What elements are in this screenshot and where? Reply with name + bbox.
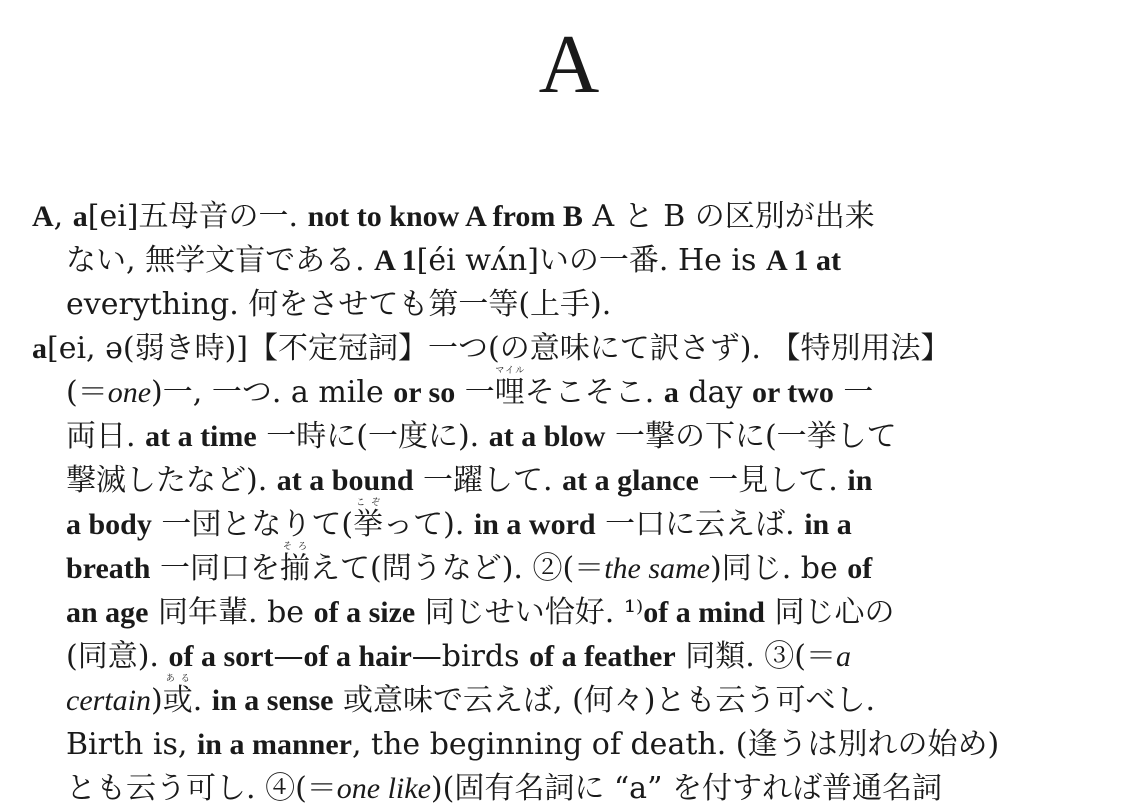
bold-phrase: an age (66, 596, 149, 629)
entry-body (66, 199, 875, 322)
bold-phrase: in a (804, 508, 852, 541)
text-segment: 一 (455, 375, 495, 410)
bold-phrase: a body (66, 508, 152, 541)
text-segment: 同じせい恰好. ¹⁾ (415, 595, 644, 630)
italic-gloss: one like (336, 772, 431, 805)
bold-phrase: A 1 (374, 244, 417, 277)
text-segment: 一同口を (150, 551, 280, 586)
entry-line (66, 498, 852, 542)
italic-gloss: a (836, 640, 851, 673)
text-segment: A と B の区別が出来 (582, 199, 875, 234)
bold-phrase: at a time (145, 420, 257, 453)
bold-phrase: in (847, 464, 873, 497)
ruby-reading: ある (162, 674, 193, 684)
text-segment: 撃滅したなど). (66, 463, 277, 498)
bold-phrase: at a bound (276, 464, 414, 497)
entry-body (47, 331, 999, 806)
text-segment: 一撃の下に(一挙して (605, 419, 897, 454)
bold-phrase: in a manner (196, 728, 352, 761)
bold-phrase: of a hair (303, 640, 412, 673)
headword: a (32, 332, 47, 365)
ruby-base: 哩 (494, 375, 525, 410)
bold-phrase: in a word (473, 508, 596, 541)
entry-line (47, 331, 950, 366)
text-segment: 一見して. (698, 463, 848, 498)
bold-phrase: of (847, 552, 873, 585)
entry-line (66, 727, 999, 762)
text-segment: 一時に(一度に). (256, 419, 489, 454)
page-letter-heading: A (538, 18, 600, 111)
text-segment: [éi wʌ́n]いの一番. He is (416, 243, 766, 278)
text-segment: Birth is, (66, 727, 197, 762)
bold-phrase: of a size (313, 596, 416, 629)
entry-line (66, 595, 895, 630)
text-segment: (同意). (66, 639, 169, 674)
ruby-base: 揃 (280, 551, 310, 586)
dictionary-entries (32, 195, 1112, 811)
text-segment: 一口に云えば. (595, 507, 805, 542)
entry-line (66, 639, 851, 674)
ruby-base: 挙 (353, 507, 384, 542)
entry-line (66, 243, 841, 278)
entry-line (66, 542, 873, 586)
italic-gloss: the same (604, 552, 710, 585)
entry-line (66, 366, 874, 410)
entry-line (66, 287, 611, 322)
bold-phrase: in a sense (211, 684, 334, 717)
bold-phrase: of a feather (529, 640, 676, 673)
headword-lowercase: a (72, 200, 88, 233)
bold-phrase: at a glance (562, 464, 699, 497)
ruby-annotated-kanji (280, 542, 310, 586)
text-segment: day (678, 375, 752, 410)
bold-phrase: at a blow (488, 420, 606, 453)
bold-phrase: of a sort (168, 640, 274, 673)
entry-line (88, 199, 875, 234)
entry-line (66, 771, 942, 806)
text-segment: 或意味で云えば, (何々)とも云う可べし. (333, 683, 876, 718)
text-segment: 両日. (66, 419, 146, 454)
ruby-reading: そろ (280, 542, 310, 552)
bold-phrase: breath (66, 552, 151, 585)
text-segment: )同じ. be (710, 551, 848, 586)
text-segment: everything. 何をさせても第一等(上手). (66, 287, 612, 322)
text-segment: — (273, 639, 304, 674)
entry-A (32, 195, 1112, 327)
text-segment: . (192, 683, 212, 718)
text-segment: , the beginning of death. (逢うは別れの始め) (351, 727, 1000, 762)
text-segment: そこそこ. (524, 375, 664, 410)
ruby-annotated-kanji (494, 366, 525, 410)
bold-phrase: of a mind (643, 596, 765, 629)
text-segment: 一 (833, 375, 874, 410)
headword: A (32, 200, 54, 233)
text-segment: 同類. ③(＝ (675, 639, 836, 674)
headword-separator: , (53, 199, 73, 234)
ruby-reading: こぞ (353, 498, 384, 508)
bold-phrase: not to know A from B (307, 200, 583, 233)
italic-gloss: certain (66, 684, 151, 717)
text-segment: —birds (411, 639, 530, 674)
text-segment: 一団となりて( (151, 507, 354, 542)
ruby-reading: マイル (494, 366, 525, 376)
text-segment: って). (383, 507, 474, 542)
ruby-base: 或 (162, 683, 193, 718)
entry-line (66, 674, 876, 718)
text-segment: 同年輩. be (148, 595, 314, 630)
entry-line (66, 419, 897, 454)
bold-phrase: or so (393, 376, 456, 409)
text-segment: ) (150, 683, 163, 718)
text-segment: 一躍して. (413, 463, 563, 498)
text-segment: (＝ (66, 375, 108, 410)
text-segment: とも云う可し. ④(＝ (66, 771, 337, 806)
bold-phrase: A 1 at (765, 244, 841, 277)
text-segment: )一, 一つ. a mile (151, 375, 394, 410)
text-segment: ない, 無学文盲である. (66, 243, 375, 278)
text-segment: [ei]五母音の一. (87, 199, 308, 234)
ruby-annotated-kanji (162, 674, 193, 718)
ruby-annotated-kanji (353, 498, 384, 542)
text-segment: 同じ心の (764, 595, 895, 630)
italic-gloss: one (107, 376, 152, 409)
bold-phrase: a (663, 376, 679, 409)
entry-line (66, 463, 872, 498)
text-segment: )(固有名詞に “a” を付すれば普通名詞 (430, 771, 942, 806)
text-segment: えて(問うなど). ②(＝ (310, 551, 605, 586)
entry-a (32, 327, 1112, 811)
bold-phrase: or two (751, 376, 834, 409)
text-segment: [ei, ə(弱き時)]【不定冠詞】一つ(の意味にて訳さず). 【特別用法】 (47, 331, 951, 366)
